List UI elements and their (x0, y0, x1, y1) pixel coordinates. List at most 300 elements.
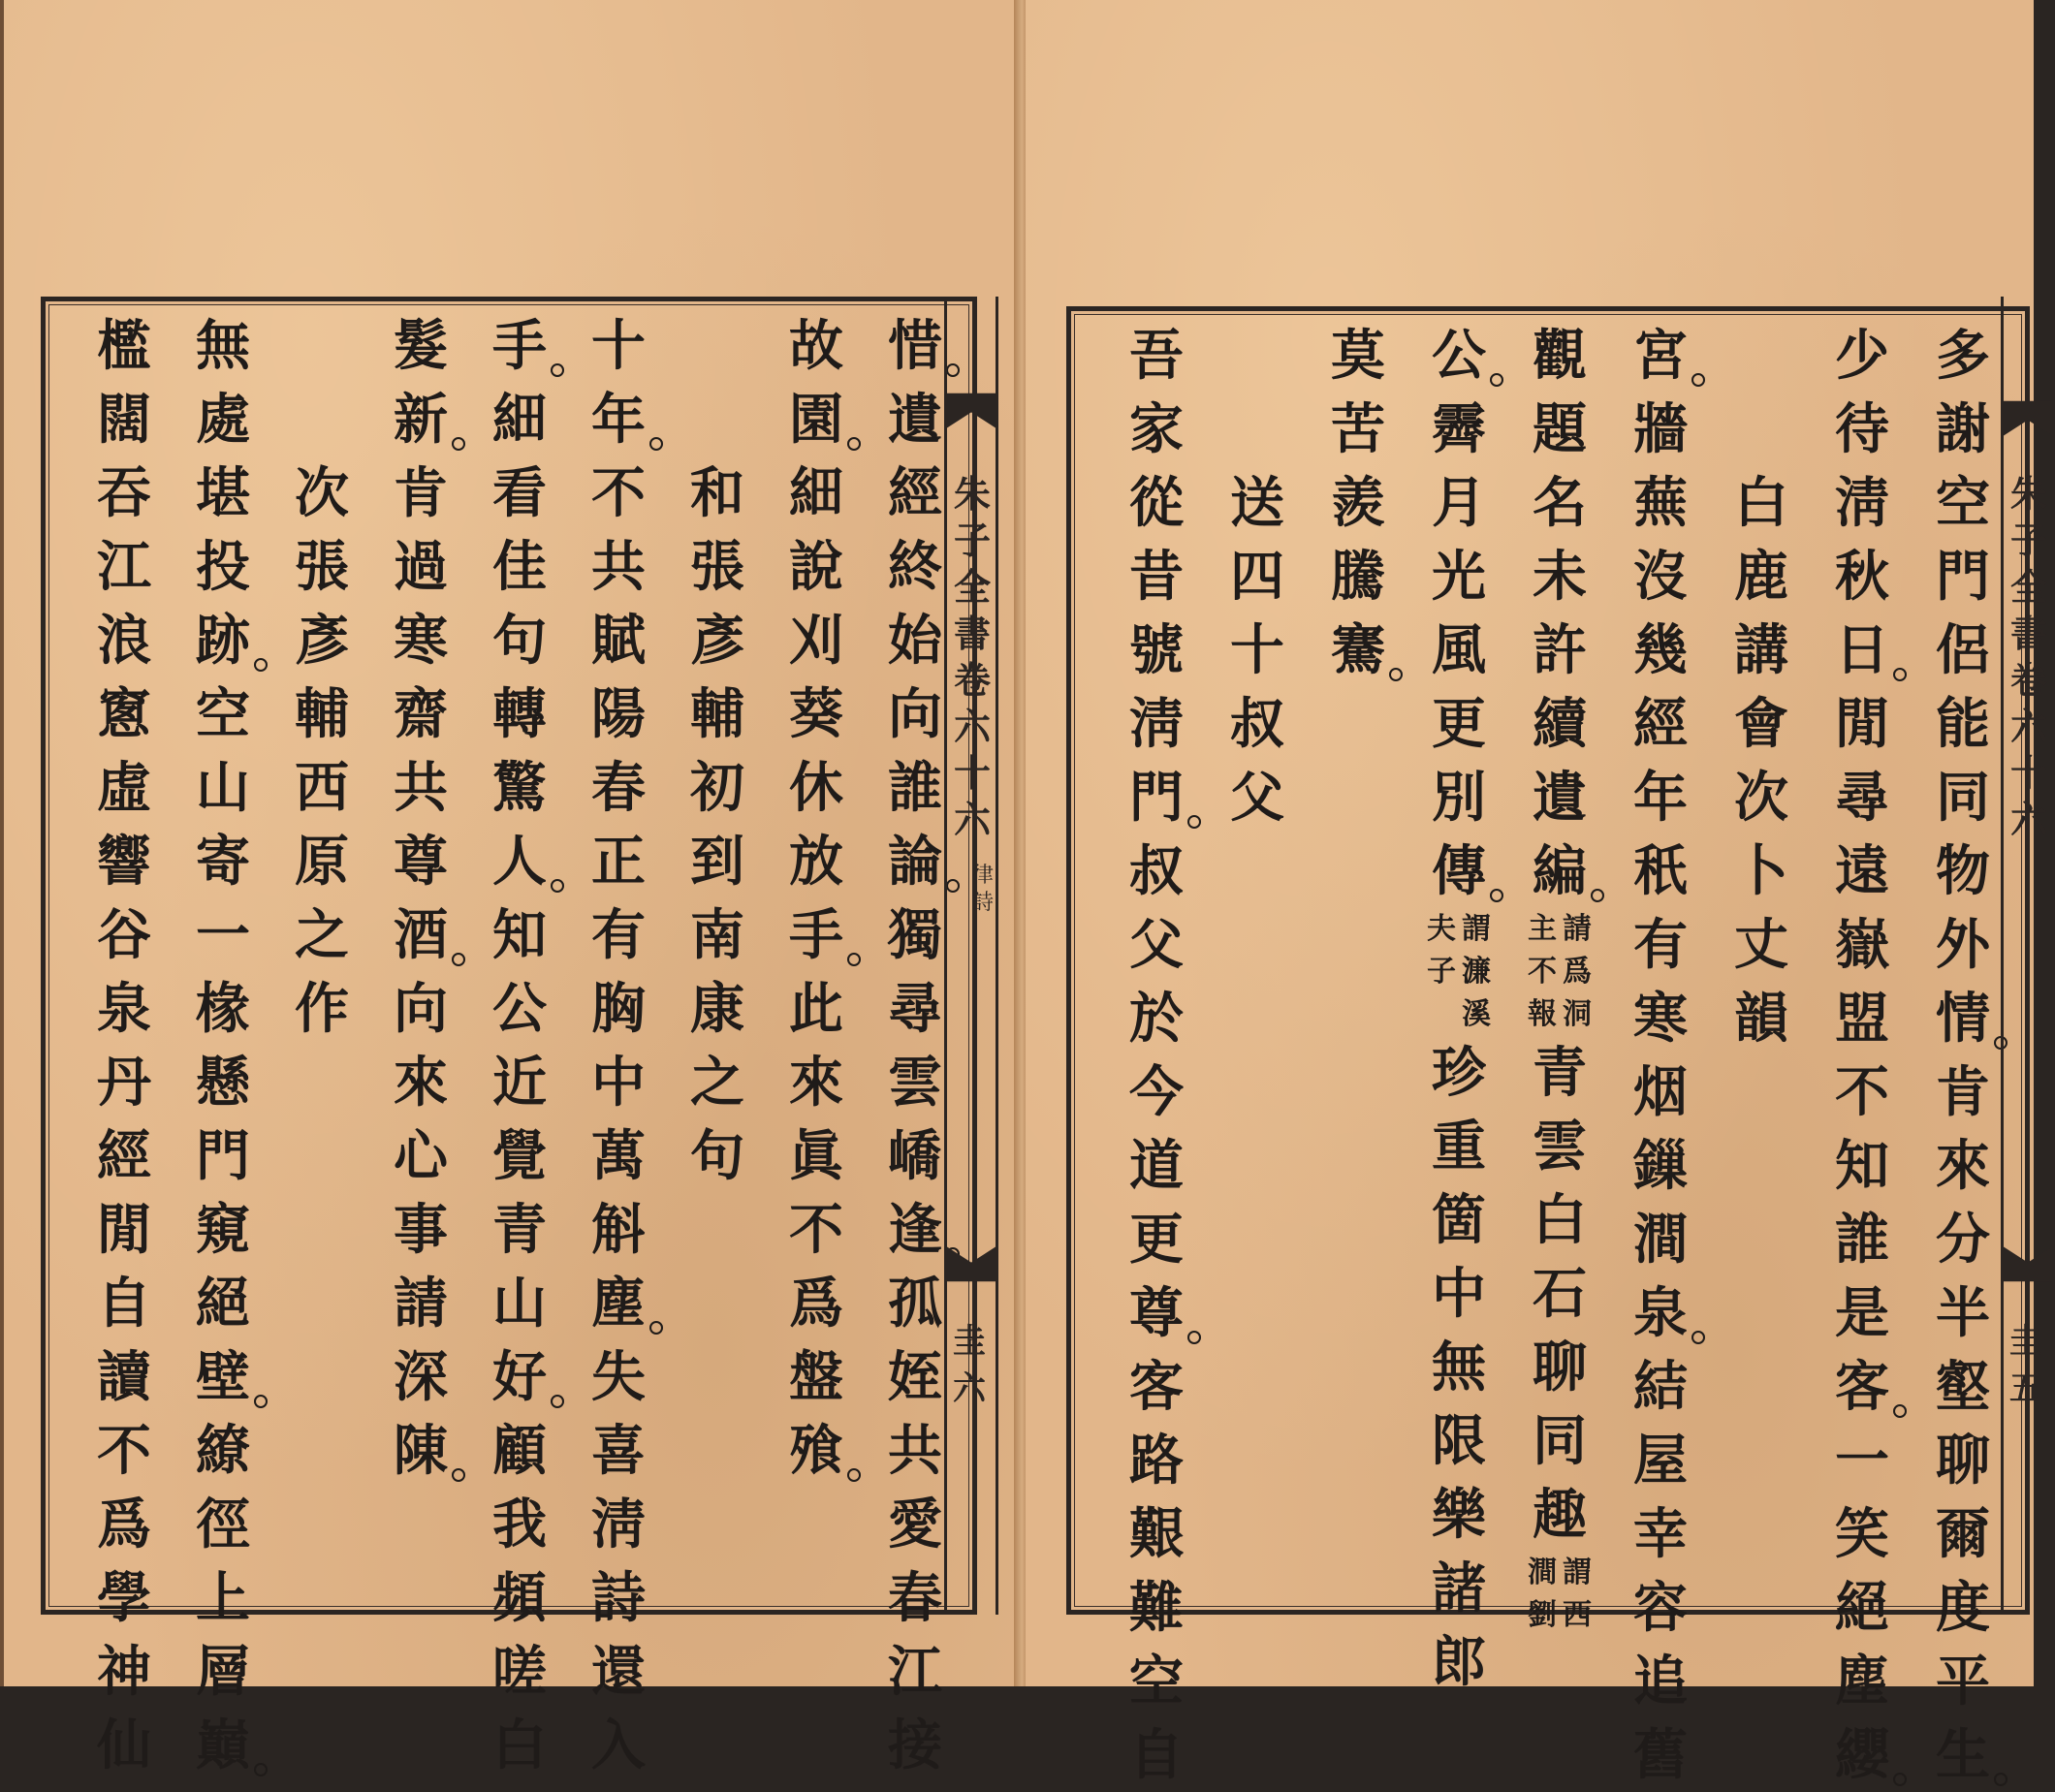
glyph: 雲 (888, 1051, 942, 1115)
glyph: 之 (690, 1051, 744, 1115)
glyph: 白 (492, 1713, 547, 1777)
spine-glyph: 六 (953, 798, 991, 841)
glyph: 惜 (884, 309, 946, 383)
glyph: 纓 (1831, 1718, 1893, 1792)
glyph: 投 (196, 535, 250, 599)
glyph: 輔 (690, 682, 744, 746)
glyph: 失 (591, 1345, 646, 1409)
right-text-column (1711, 311, 1812, 1610)
interlinear-note (1425, 908, 1493, 1036)
left-text-column (470, 301, 569, 1777)
glyph: 半 (1936, 1281, 1990, 1345)
glyph: 此 (789, 977, 843, 1041)
glyph: 四 (1230, 545, 1284, 609)
glyph: 鹿 (1734, 545, 1788, 609)
glyph: 道 (1129, 1134, 1184, 1198)
glyph: 上 (196, 1566, 250, 1630)
glyph: 度 (1936, 1576, 1990, 1640)
glyph: 讀 (97, 1345, 151, 1409)
glyph: 壑 (1936, 1355, 1990, 1419)
glyph: 頻 (492, 1566, 547, 1630)
glyph: 自 (97, 1272, 151, 1336)
glyph: 論 (884, 825, 946, 898)
right-text-frame (1066, 306, 2030, 1787)
glyph: 初 (690, 756, 744, 820)
glyph: 寒 (1633, 987, 1688, 1051)
glyph: 嶠 (888, 1124, 942, 1188)
glyph: 仙 (97, 1713, 151, 1777)
right-spine-book-title (2008, 471, 2050, 843)
glyph: 屋 (1633, 1429, 1688, 1493)
glyph: 爲 (789, 1272, 843, 1336)
glyph: 層 (196, 1640, 250, 1704)
glyph: 跡 (192, 604, 254, 677)
glyph: 巔 (192, 1709, 254, 1782)
glyph: 說 (789, 535, 843, 599)
glyph: 外 (1936, 913, 1990, 977)
glyph: 幸 (1633, 1502, 1688, 1566)
glyph: 眞 (789, 1124, 843, 1188)
spine-glyph: 書 (953, 612, 991, 655)
spine-glyph: 子 (953, 519, 991, 562)
glyph: 白 (1533, 1188, 1587, 1252)
interlinear-note (1526, 908, 1594, 1036)
glyph: 放 (789, 830, 843, 894)
glyph: 次 (1734, 766, 1788, 830)
glyph: 客 (1831, 1350, 1893, 1424)
left-text-column (174, 301, 272, 1777)
glyph: 更 (1129, 1208, 1184, 1272)
glyph: 誰 (1835, 1208, 1889, 1272)
glyph: 不 (1835, 1060, 1889, 1124)
glyph: 澗 (1633, 1208, 1688, 1272)
glyph: 笑 (1835, 1502, 1889, 1566)
glyph: 愛 (888, 1493, 942, 1556)
glyph: 顧 (492, 1419, 547, 1483)
glyph: 蕪 (1633, 471, 1688, 535)
glyph: 舊 (1633, 1723, 1688, 1787)
glyph: 中 (591, 1051, 646, 1115)
note-glyph: 澗 (1528, 1556, 1557, 1589)
glyph: 闊 (97, 388, 151, 452)
fishtail-mark-upper-right (2004, 397, 2052, 465)
note-glyph: 夫 (1427, 912, 1456, 946)
glyph: 斛 (591, 1198, 646, 1262)
glyph: 公 (1428, 319, 1490, 393)
glyph: 重 (1432, 1115, 1486, 1179)
glyph: 一 (196, 903, 250, 967)
glyph: 彥 (690, 609, 744, 673)
glyph: 來 (789, 1051, 843, 1115)
glyph: 新 (390, 383, 452, 456)
glyph: 今 (1129, 1060, 1184, 1124)
glyph: 之 (295, 903, 349, 967)
glyph: 共 (888, 1419, 942, 1483)
left-spine-book-title (951, 471, 994, 843)
right-text-column (1408, 311, 1509, 1694)
glyph: 閒 (1835, 692, 1889, 756)
glyph: 詩 (591, 1566, 646, 1630)
glyph: 一 (1835, 1429, 1889, 1493)
glyph: 諸 (1432, 1556, 1486, 1620)
right-text-column (1812, 311, 1913, 1787)
glyph: 來 (394, 1051, 448, 1115)
glyph: 能 (1936, 692, 1990, 756)
glyph: 山 (492, 1272, 547, 1336)
note-glyph: 溪 (1462, 997, 1491, 1031)
glyph: 尊 (394, 830, 448, 894)
glyph: 宮 (1629, 319, 1691, 393)
glyph: 髮 (394, 314, 448, 378)
glyph: 經 (888, 461, 942, 525)
glyph: 椽 (196, 977, 250, 1041)
note-glyph: 謂 (1462, 912, 1491, 946)
glyph: 號 (1129, 618, 1184, 682)
glyph: 驚 (492, 756, 547, 820)
spine-glyph: 十 (2009, 751, 2047, 795)
glyph: 月 (1432, 471, 1486, 535)
glyph: 窺 (196, 1198, 250, 1262)
glyph: 嶽 (1835, 913, 1889, 977)
note-glyph: 報 (1528, 997, 1557, 1031)
glyph: 淸 (1835, 471, 1889, 535)
glyph: 苦 (1331, 397, 1385, 461)
glyph: 覺 (492, 1124, 547, 1188)
glyph: 幾 (1633, 618, 1688, 682)
glyph: 西 (295, 756, 349, 820)
glyph: 聊 (1533, 1336, 1587, 1399)
glyph: 寄 (196, 830, 250, 894)
glyph: 光 (1432, 545, 1486, 609)
glyph: 白 (1734, 471, 1788, 535)
glyph: 堪 (196, 461, 250, 525)
glyph: 十 (591, 314, 646, 378)
glyph: 門 (196, 1124, 250, 1188)
left-text-column (668, 301, 767, 1610)
glyph: 秋 (1835, 545, 1889, 609)
glyph: 許 (1533, 618, 1587, 682)
glyph: 知 (492, 903, 547, 967)
glyph: 陳 (390, 1414, 452, 1488)
glyph: 難 (1129, 1576, 1184, 1640)
glyph: 園 (785, 383, 847, 456)
note-glyph: 子 (1427, 955, 1456, 989)
note-glyph: 不 (1528, 955, 1557, 989)
glyph: 吞 (97, 461, 151, 525)
glyph: 自 (1129, 1723, 1184, 1787)
glyph: 陽 (591, 682, 646, 746)
glyph: 輔 (295, 682, 349, 746)
glyph: 繚 (196, 1419, 250, 1483)
glyph (291, 383, 353, 456)
glyph: 秖 (1633, 839, 1688, 903)
glyph: 誰 (888, 756, 942, 820)
glyph: 丹 (97, 1051, 151, 1115)
glyph: 浪 (97, 609, 151, 673)
glyph: 騫 (1327, 613, 1389, 687)
glyph: 葵 (789, 682, 843, 746)
glyph: 絕 (1835, 1576, 1889, 1640)
glyph: 尋 (888, 977, 942, 1041)
glyph: 霽 (1432, 397, 1486, 461)
left-text-column (569, 301, 668, 1777)
glyph: 雲 (1533, 1115, 1587, 1179)
glyph: 生 (1932, 1718, 1994, 1792)
glyph: 過 (394, 535, 448, 599)
left-text-column (272, 301, 371, 1610)
glyph: 爾 (1936, 1502, 1990, 1566)
glyph: 鏁 (1633, 1134, 1688, 1198)
spine-glyph: 朱 (953, 472, 991, 516)
glyph: 佳 (492, 535, 547, 599)
glyph (686, 383, 748, 456)
spine-glyph: 六 (2009, 705, 2047, 748)
glyph: 十 (1230, 618, 1284, 682)
glyph: 和 (690, 461, 744, 525)
glyph: 父 (1129, 913, 1184, 977)
right-text-column (1106, 311, 1207, 1787)
glyph: 遠 (1835, 839, 1889, 903)
glyph: 青 (1533, 1041, 1587, 1105)
glyph: 不 (591, 461, 646, 525)
glyph: 多 (1936, 324, 1990, 388)
glyph: 向 (394, 977, 448, 1041)
glyph: 泉 (97, 977, 151, 1041)
glyph (1730, 393, 1792, 466)
fishtail-mark-upper (947, 390, 996, 457)
glyph: 風 (1432, 618, 1486, 682)
glyph: 休 (789, 756, 843, 820)
glyph: 牆 (1633, 397, 1688, 461)
glyph: 有 (591, 903, 646, 967)
glyph: 未 (1533, 545, 1587, 609)
glyph: 年 (1633, 766, 1688, 830)
left-text-column (767, 301, 866, 1610)
glyph: 是 (1835, 1281, 1889, 1345)
glyph: 肯 (1936, 1060, 1990, 1124)
glyph: 同 (1533, 1409, 1587, 1473)
spine-glyph: 六 (953, 705, 991, 748)
glyph: 窻 (97, 682, 151, 746)
glyph: 盟 (1835, 987, 1889, 1051)
glyph: 來 (1936, 1134, 1990, 1198)
glyph: 共 (394, 756, 448, 820)
glyph: 人 (489, 825, 551, 898)
spine-glyph: 律 (972, 864, 995, 888)
note-glyph: 西 (1563, 1598, 1592, 1632)
right-page-margin-title (2001, 297, 2055, 1615)
spine-glyph: 朱 (2009, 472, 2047, 516)
glyph: 江 (97, 535, 151, 599)
glyph: 神 (97, 1640, 151, 1704)
glyph: 絕 (196, 1272, 250, 1336)
spine-glyph: 全 (2009, 565, 2047, 609)
glyph: 康 (690, 977, 744, 1041)
glyph: 懸 (196, 1051, 250, 1115)
glyph: 酒 (390, 898, 452, 972)
glyph: 喜 (591, 1419, 646, 1483)
right-text-column (1913, 311, 2013, 1787)
glyph: 尋 (1835, 766, 1889, 830)
glyph: 分 (1936, 1208, 1990, 1272)
glyph: 吾 (1129, 324, 1184, 388)
left-spine-subtitle (972, 863, 994, 917)
glyph: 檻 (97, 314, 151, 378)
glyph: 張 (690, 535, 744, 599)
glyph: 中 (1432, 1262, 1486, 1326)
glyph: 春 (888, 1566, 942, 1630)
right-text-column (1207, 311, 1308, 1610)
glyph: 春 (591, 756, 646, 820)
glyph: 謝 (1936, 397, 1990, 461)
spine-glyph: 卷 (2009, 658, 2047, 702)
glyph: 終 (888, 535, 942, 599)
glyph: 結 (1633, 1355, 1688, 1419)
glyph: 徑 (196, 1493, 250, 1556)
glyph: 寒 (394, 609, 448, 673)
glyph: 趣 (1533, 1483, 1587, 1547)
glyph: 肯 (394, 461, 448, 525)
glyph: 姪 (888, 1345, 942, 1409)
glyph: 昔 (1129, 545, 1184, 609)
glyph: 門 (1936, 545, 1990, 609)
spine-glyph: 子 (2009, 519, 2047, 562)
glyph: 谷 (97, 903, 151, 967)
glyph: 細 (492, 388, 547, 452)
note-glyph: 主 (1528, 912, 1557, 946)
glyph: 請 (394, 1272, 448, 1336)
glyph: 壁 (192, 1340, 254, 1414)
glyph: 飱 (785, 1414, 847, 1488)
glyph: 空 (1936, 471, 1990, 535)
glyph: 路 (1129, 1429, 1184, 1493)
glyph: 羨 (1331, 471, 1385, 535)
glyph: 故 (789, 314, 843, 378)
glyph: 箇 (1432, 1188, 1486, 1252)
glyph: 經 (97, 1124, 151, 1188)
glyph: 接 (888, 1713, 942, 1777)
glyph: 艱 (1129, 1502, 1184, 1566)
right-text-column (1308, 311, 1408, 1610)
glyph: 會 (1734, 692, 1788, 756)
glyph: 近 (492, 1051, 547, 1115)
glyph: 題 (1533, 397, 1587, 461)
glyph: 追 (1633, 1650, 1688, 1713)
glyph: 叔 (1129, 839, 1184, 903)
glyph: 情 (1932, 982, 1994, 1055)
glyph: 共 (591, 535, 646, 599)
glyph: 盤 (789, 1345, 843, 1409)
glyph: 經 (1633, 692, 1688, 756)
glyph: 別 (1432, 766, 1486, 830)
left-page-number: 圭六 (953, 1322, 986, 1408)
glyph: 作 (295, 977, 349, 1041)
glyph: 講 (1734, 618, 1788, 682)
glyph: 韻 (1734, 987, 1788, 1051)
glyph: 叔 (1230, 692, 1284, 756)
spine-glyph: 詩 (972, 891, 995, 915)
note-glyph: 請 (1563, 912, 1592, 946)
glyph: 我 (492, 1493, 547, 1556)
glyph: 賦 (591, 609, 646, 673)
glyph: 物 (1936, 839, 1990, 903)
glyph: 郎 (1432, 1630, 1486, 1694)
glyph: 學 (97, 1566, 151, 1630)
note-glyph: 爲 (1563, 955, 1592, 989)
glyph: 遺 (1533, 766, 1587, 830)
glyph: 知 (1835, 1134, 1889, 1198)
glyph: 手 (785, 898, 847, 972)
spine-glyph: 全 (953, 565, 991, 609)
glyph: 門 (1125, 761, 1187, 834)
glyph: 公 (492, 977, 547, 1041)
glyph: 限 (1432, 1409, 1486, 1473)
glyph: 石 (1533, 1262, 1587, 1326)
glyph: 青 (492, 1198, 547, 1262)
glyph: 不 (97, 1419, 151, 1483)
glyph: 還 (591, 1640, 646, 1704)
spine-glyph: 卷 (953, 658, 991, 702)
glyph: 丈 (1734, 913, 1788, 977)
glyph: 有 (1633, 913, 1688, 977)
glyph: 待 (1835, 397, 1889, 461)
glyph: 閒 (97, 1198, 151, 1262)
glyph: 爲 (97, 1493, 151, 1556)
left-text-frame (41, 297, 977, 1777)
glyph: 句 (690, 1124, 744, 1188)
glyph: 烟 (1633, 1060, 1688, 1124)
glyph: 江 (888, 1640, 942, 1704)
glyph: 孤 (888, 1272, 942, 1336)
glyph: 少 (1835, 324, 1889, 388)
glyph: 遺 (888, 388, 942, 452)
left-text-column (371, 301, 470, 1610)
glyph: 響 (97, 830, 151, 894)
glyph: 送 (1230, 471, 1284, 535)
glyph: 原 (295, 830, 349, 894)
left-text-column (75, 301, 174, 1777)
right-page-number: 圭五 (2009, 1322, 2042, 1408)
glyph: 日 (1831, 613, 1893, 687)
glyph: 無 (1432, 1336, 1486, 1399)
glyph: 珍 (1432, 1041, 1486, 1105)
glyph: 心 (394, 1124, 448, 1188)
glyph: 於 (1129, 987, 1184, 1051)
glyph: 到 (690, 830, 744, 894)
glyph: 家 (1129, 397, 1184, 461)
glyph: 獨 (888, 903, 942, 967)
glyph: 傳 (1428, 834, 1490, 908)
glyph: 句 (492, 609, 547, 673)
glyph: 塵 (587, 1267, 649, 1340)
glyph: 騰 (1331, 545, 1385, 609)
right-page (1026, 0, 2047, 1787)
glyph: 處 (196, 388, 250, 452)
glyph: 張 (295, 535, 349, 599)
glyph: 看 (492, 461, 547, 525)
left-page-margin-title (944, 297, 998, 1615)
glyph: 尊 (1125, 1276, 1187, 1350)
glyph: 次 (295, 461, 349, 525)
glyph: 容 (1633, 1576, 1688, 1640)
glyph: 細 (789, 461, 843, 525)
spine-glyph: 十 (953, 751, 991, 795)
glyph: 續 (1533, 692, 1587, 756)
glyph: 莫 (1331, 324, 1385, 388)
note-glyph: 洞 (1563, 997, 1592, 1031)
spine-glyph: 書 (2009, 612, 2047, 655)
glyph: 向 (888, 682, 942, 746)
